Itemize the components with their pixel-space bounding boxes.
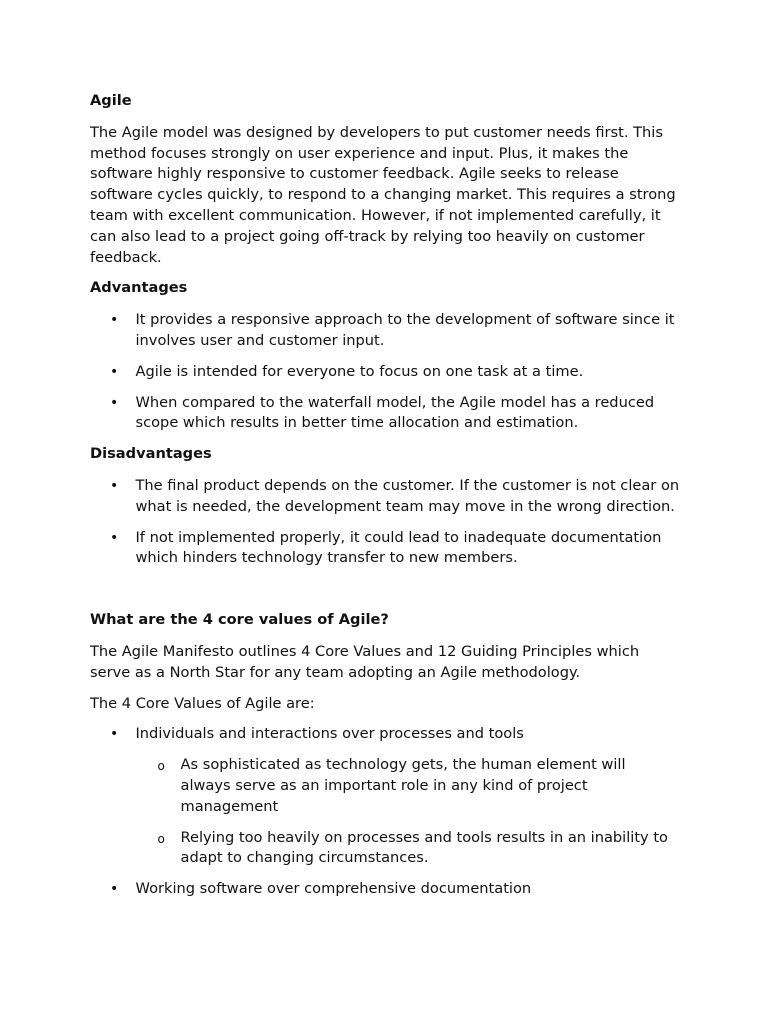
bullet-icon: • xyxy=(110,726,119,743)
list-item xyxy=(90,724,680,869)
list-item-text: Agile is intended for everyone to focus on one task at a time. xyxy=(135,362,584,380)
disadvantages-list xyxy=(90,476,680,569)
sub-list-item-text: Relying too heavily on processes and tools results in an inability to adapt to changing circumstances. xyxy=(180,828,668,867)
bullet-icon: • xyxy=(110,477,119,494)
list-item-text: When compared to the waterfall model, the Agile model has a reduced scope which results in better time allocation and estimation. xyxy=(135,393,655,432)
sub-list xyxy=(136,755,681,869)
list-item-text: The final product depends on the customer. If the customer is not clear on what is needed, the development team may move in the wrong direction. xyxy=(135,476,680,515)
core-values-list xyxy=(90,724,680,900)
section-spacer xyxy=(90,579,680,610)
bullet-icon: • xyxy=(110,881,119,898)
list-item-text: Working software over comprehensive documentation xyxy=(135,880,532,898)
list-item xyxy=(90,476,680,518)
list-item xyxy=(90,879,680,900)
sub-list-item xyxy=(136,755,681,817)
bullet-icon: • xyxy=(110,312,119,329)
heading-core-values: What are the 4 core values of Agile? xyxy=(90,611,389,629)
list-item xyxy=(90,393,680,435)
core-values-intro: The Agile Manifesto outlines 4 Core Values and 12 Guiding Principles which serve as a North Star for any team adopting an Agile methodology. xyxy=(90,642,640,681)
sub-list-item-text: As sophisticated as technology gets, the human element will always serve as an important role in any kind of project management xyxy=(180,756,626,815)
bullet-icon: • xyxy=(110,394,119,411)
heading-agile: Agile xyxy=(90,92,132,109)
list-item-text: It provides a responsive approach to the development of software since it involves user and customer input. xyxy=(135,311,675,349)
list-item xyxy=(90,310,680,352)
list-item xyxy=(90,362,680,383)
list-item-text: If not implemented properly, it could lead to inadequate documentation which hinders technology transfer to new members. xyxy=(135,528,662,567)
bullet-icon: • xyxy=(110,529,119,546)
agile-paragraph: The Agile model was designed by developers to put customer needs first. This method focuses strongly on user experience and input. Plus, it makes the software highly responsive to customer feedback. Agile seeks to release software cycles quickly, to respond to a changing market. This requires a strong team with excellent communication. However, if not implemented carefully, it can also lead to a project going off-track by relying too heavily on customer feedback. xyxy=(90,123,676,266)
heading-advantages: Advantages xyxy=(90,279,188,297)
list-item xyxy=(90,528,680,570)
document-page xyxy=(90,91,680,910)
heading-disadvantages: Disadvantages xyxy=(90,445,212,463)
bullet-icon: • xyxy=(110,363,119,380)
sub-list-item xyxy=(136,828,681,870)
circle-bullet-icon: o xyxy=(157,831,165,846)
advantages-list xyxy=(90,310,680,434)
core-values-lead: The 4 Core Values of Agile are: xyxy=(90,694,315,712)
list-item-text: Individuals and interactions over processes and tools xyxy=(135,725,524,743)
circle-bullet-icon: o xyxy=(157,759,165,774)
